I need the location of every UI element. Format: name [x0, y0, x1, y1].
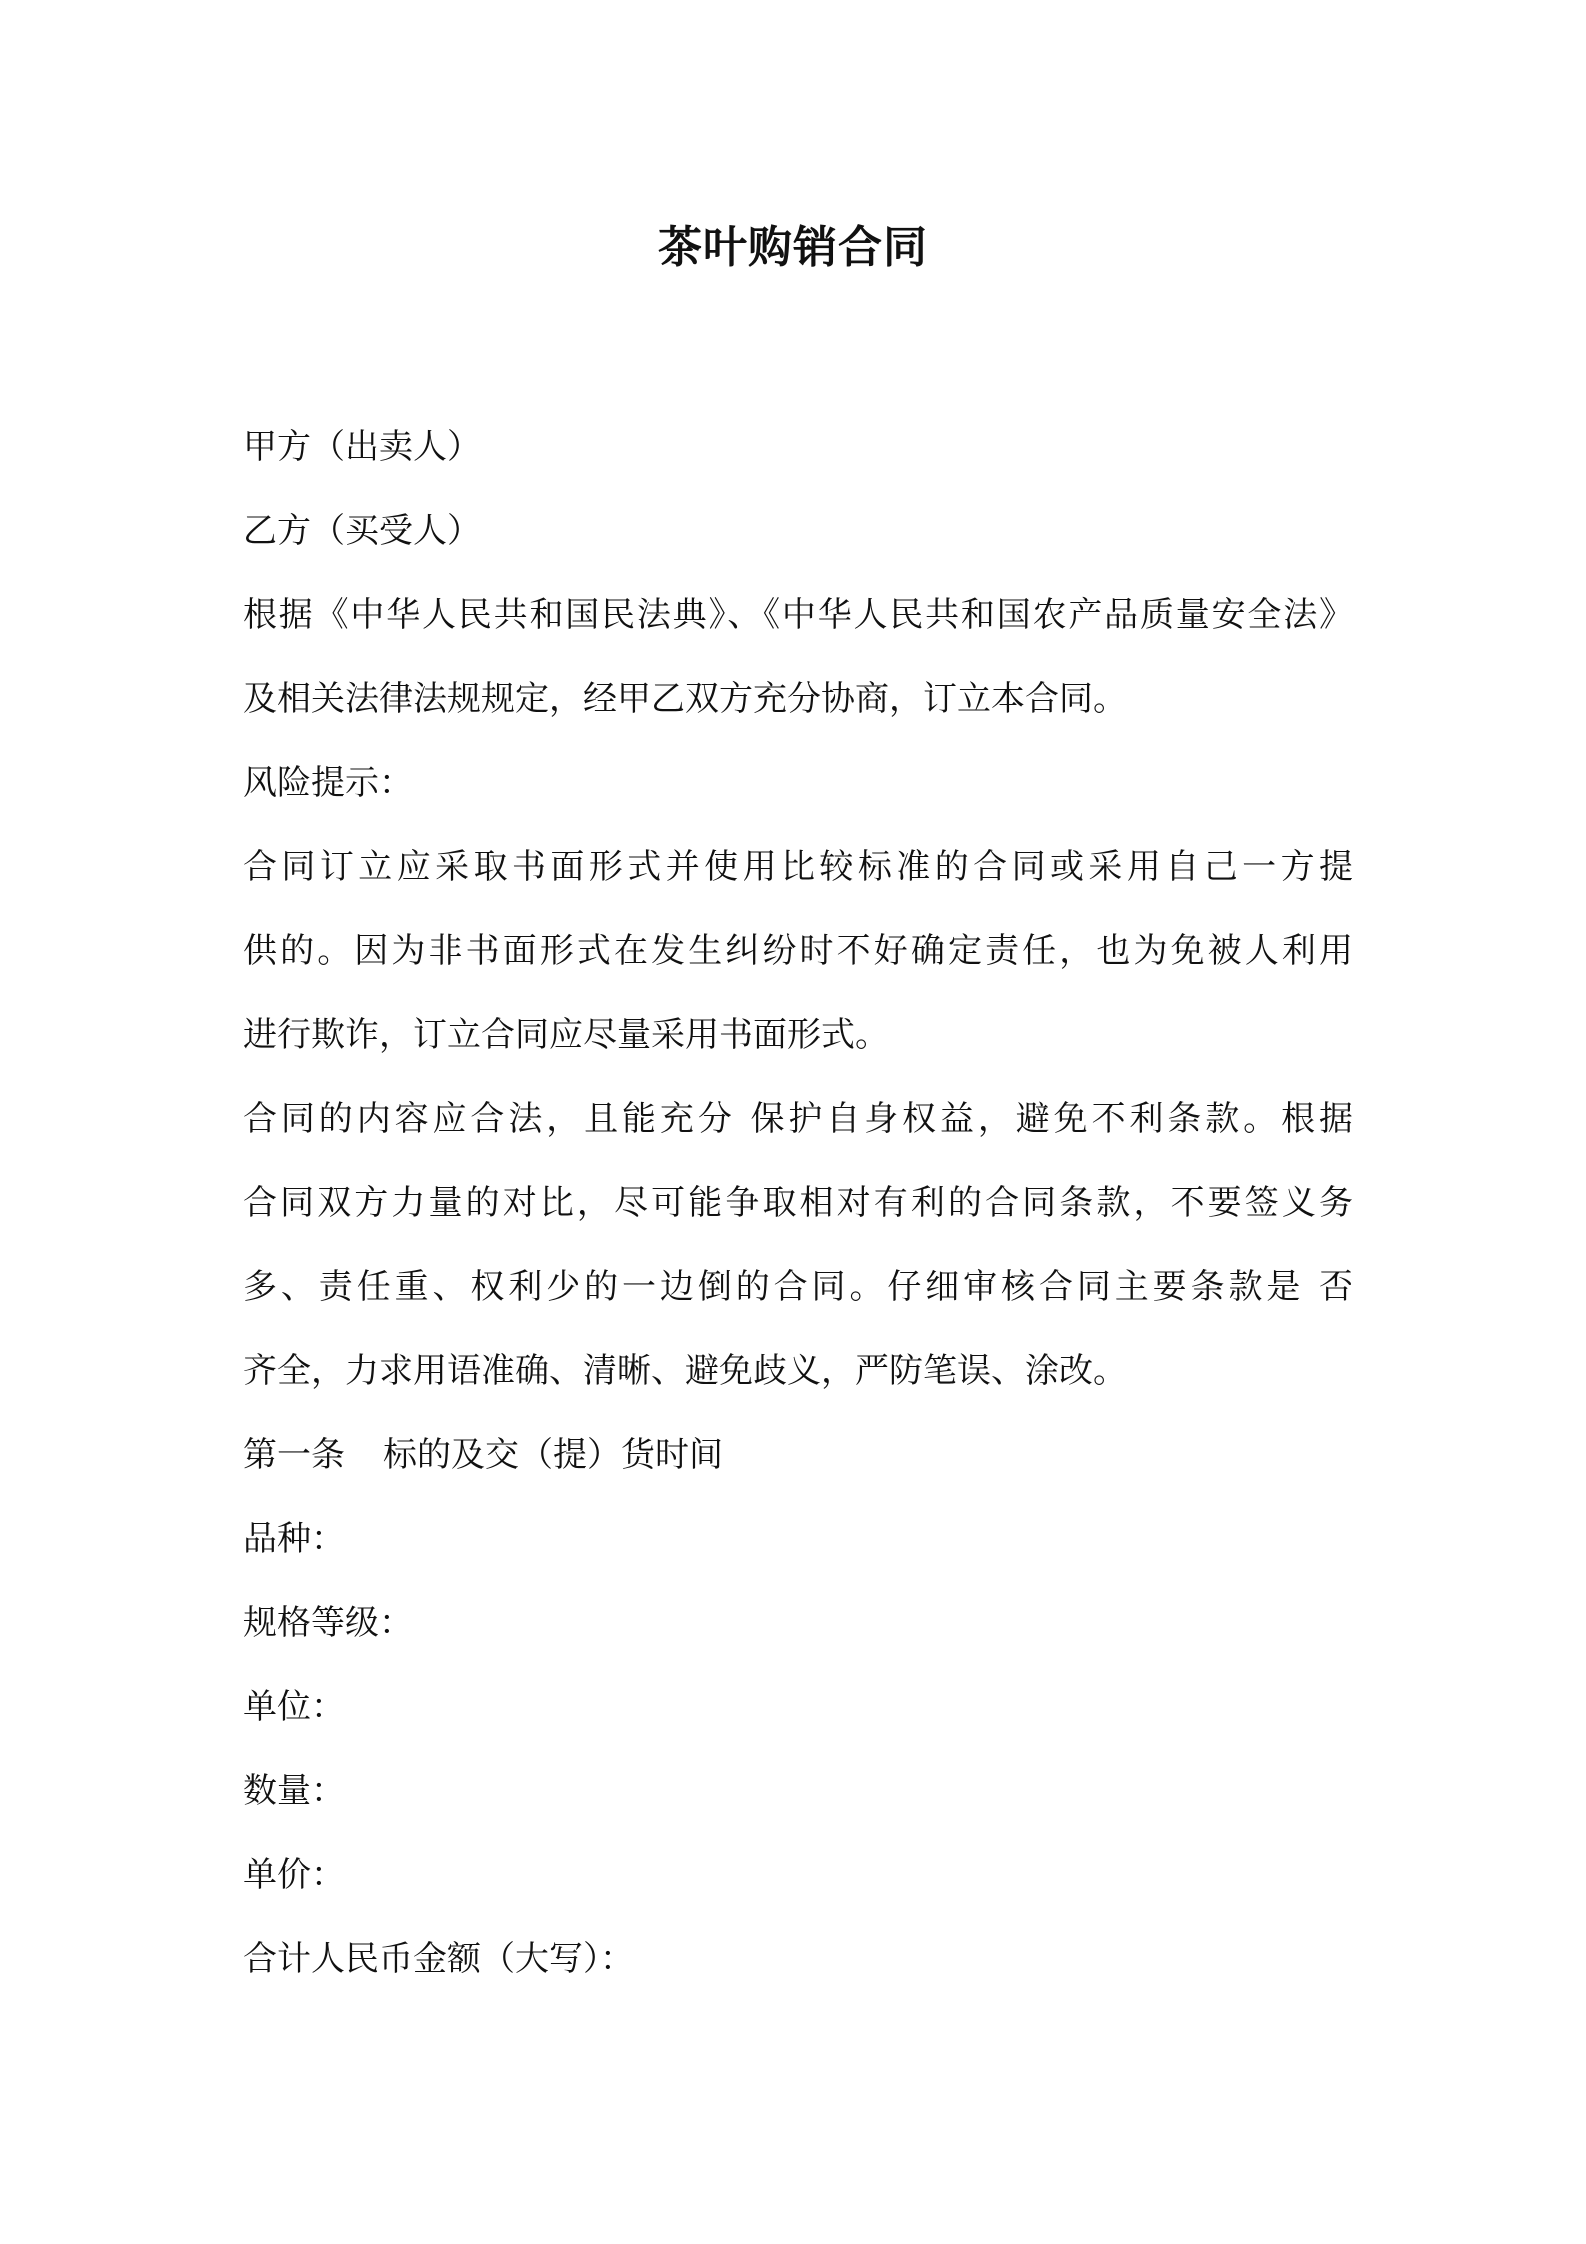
party-b-line: 乙方（买受人）: [243, 511, 481, 551]
document-title: 茶叶购销合同: [658, 222, 928, 273]
article-1-number: 第一条: [243, 1435, 345, 1475]
field-spec-grade: 规格等级：: [243, 1603, 413, 1643]
field-unit: 单位：: [243, 1687, 345, 1727]
field-total-rmb-upper: 合计人民币金额（大写）：: [243, 1939, 634, 1979]
basis-line-1: 根据《中华人民共和国民法典》、《中华人民共和国农产品质量安全法》: [243, 595, 1353, 635]
party-a-line: 甲方（出卖人）: [243, 427, 481, 467]
risk-p1-line-3: 进行欺诈，订立合同应尽量采用书面形式。: [243, 1015, 889, 1055]
article-1-heading: [243, 1413, 1353, 1497]
risk-p2-line-1: 合同的内容应合法，且能充分 保护自身权益，避免不利条款。根据: [243, 1099, 1353, 1139]
risk-p2-line-3: 多、责任重、权利少的一边倒的合同。仔细审核合同主要条款是 否: [243, 1267, 1353, 1307]
risk-p1-line-1: 合同订立应采取书面形式并使用比较标准的合同或采用自己一方提: [243, 847, 1353, 887]
basis-line-2: 及相关法律法规规定，经甲乙双方充分协商，订立本合同。: [243, 679, 1127, 719]
field-unit-price: 单价：: [243, 1855, 345, 1895]
risk-heading: 风险提示：: [243, 763, 413, 803]
article-1-title: 标的及交（提）货时间: [383, 1435, 723, 1475]
field-variety: 品种：: [243, 1519, 345, 1559]
risk-p2-line-2: 合同双方力量的对比，尽可能争取相对有利的合同条款，不要签义务: [243, 1183, 1353, 1223]
document-body: [243, 405, 1353, 2001]
risk-p1-line-2: 供的。因为非书面形式在发生纠纷时不好确定责任，也为免被人利用: [243, 931, 1353, 971]
field-quantity: 数量：: [243, 1771, 345, 1811]
risk-p2-line-4: 齐全，力求用语准确、清晰、避免歧义，严防笔误、涂改。: [243, 1351, 1127, 1391]
